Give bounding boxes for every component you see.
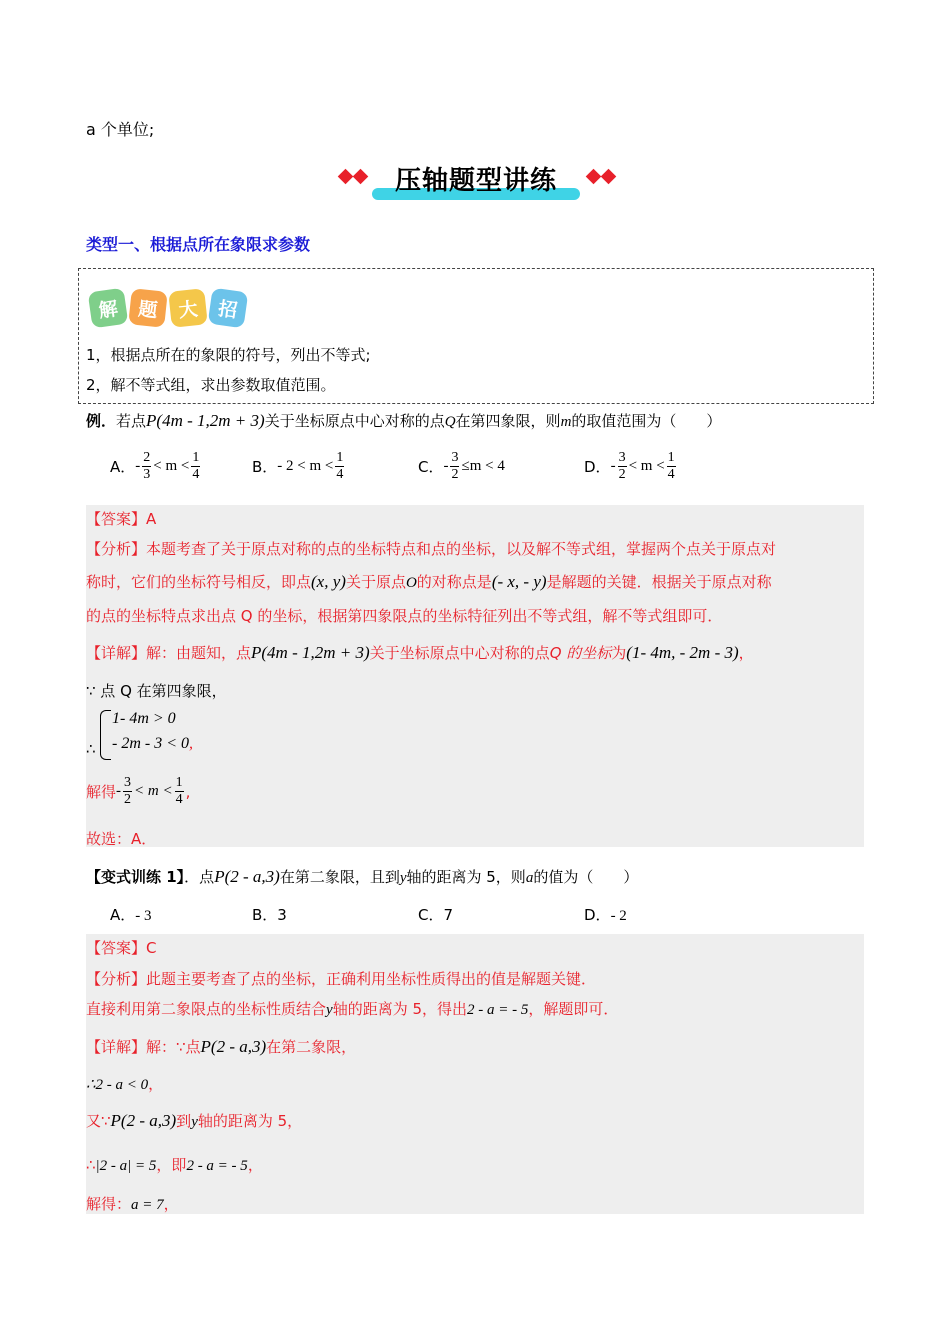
option-letter: B． (252, 906, 278, 924)
system-brace (100, 710, 111, 760)
frac-num: 3 (451, 450, 459, 465)
math-eq: a = 7 (131, 1197, 164, 1213)
stem-text: 的值为（ ） (533, 868, 639, 886)
tips-line-2: 2，解不等式组，求出参数取值范围。 (86, 376, 336, 394)
example-label: 例． (86, 412, 117, 430)
option-text: - (610, 458, 616, 474)
detail-2-line-3 (86, 1110, 302, 1131)
analysis-text: 直接利用第二象限点的坐标性质结合 (86, 1000, 327, 1018)
frac-den: 2 (451, 467, 459, 482)
stem-text: 的取值范围为（ ） (571, 412, 722, 430)
detail-text: 为 (611, 644, 627, 662)
section-title-banner (372, 160, 580, 200)
diamond-icon (601, 169, 617, 185)
detail-2-line-5 (86, 1193, 179, 1214)
because-line: ∵ 点 Q 在第四象限， (86, 682, 227, 700)
detail-text: ，即 (156, 1156, 187, 1174)
frac-den: 4 (336, 467, 344, 482)
stem-text: 轴的距离为 5，则 (406, 868, 526, 886)
math-point-q: (1- 4m, - 2m - 3) (626, 643, 739, 662)
solve-math: - (116, 783, 122, 799)
frac-den: 4 (667, 467, 675, 482)
stem-text: ．点 (184, 868, 215, 886)
option-letter: A． (110, 906, 136, 924)
detail-text: ， (163, 1195, 179, 1213)
choose-line-1: 故选：A． (86, 830, 157, 848)
detail-text: 又∵ (86, 1112, 111, 1130)
badge-da: 大 (168, 288, 208, 328)
math-eq: 2 - a = - 5 (467, 1002, 529, 1018)
diamond-icon (353, 169, 369, 185)
math-step: ∴2 - a < 0 (86, 1077, 149, 1093)
variant-stem (86, 866, 638, 887)
option-letter: B． (252, 458, 278, 476)
system-line-2: - 2m - 3 < 0, (112, 735, 194, 752)
frac-num: 1 (336, 450, 344, 465)
solve-text: 解得 (86, 783, 117, 801)
frac-den: 4 (192, 467, 200, 482)
math-eq: 2 - a = - 5 (186, 1158, 248, 1174)
detail-text: ， (247, 1156, 263, 1174)
detail-text: 【详解】解：∵点 (86, 1038, 201, 1056)
diamond-icon (586, 169, 602, 185)
analysis-1-line-2 (86, 571, 772, 592)
math-point-p: P(2 - a,3) (110, 1111, 177, 1130)
detail-text: 在第二象限， (266, 1038, 357, 1056)
variant-label: 【变式训练 1】 (86, 868, 185, 886)
diamond-icon (338, 169, 354, 185)
option-c (418, 450, 505, 483)
option-text: - 2 < m < (277, 458, 334, 474)
therefore-symbol: ∴ (86, 740, 96, 758)
system-line-1: 1- 4m > 0 (112, 710, 176, 727)
math-abs: |2 - a| = 5 (95, 1158, 157, 1174)
option-b (252, 450, 346, 483)
option-value: - 2 (610, 908, 627, 924)
math-negxy: (- x, - y) (491, 572, 547, 591)
option-letter: C． (418, 458, 444, 476)
analysis-text: 关于原点 (345, 573, 406, 591)
option-text: - (135, 458, 141, 474)
frac-num: 1 (175, 775, 183, 790)
option-letter: D． (584, 458, 611, 476)
frac-den: 2 (618, 467, 626, 482)
math-y: y (326, 1002, 333, 1018)
section-title: 压轴题型讲练 (394, 166, 557, 196)
analysis-text: ，解题即可． (528, 1000, 619, 1018)
frac-num: 3 (618, 450, 626, 465)
detail-text: 解得： (86, 1195, 132, 1213)
badge-zhao: 招 (208, 288, 249, 329)
frac-den: 4 (175, 792, 183, 807)
var-m: m (560, 414, 572, 430)
variant-option-a (110, 904, 152, 925)
badge-ti: 题 (128, 288, 168, 328)
detail-text: 到 (176, 1112, 192, 1130)
detail-2-line-2 (86, 1073, 163, 1094)
variant-option-b (252, 904, 287, 925)
analysis-2-line-2 (86, 998, 618, 1019)
option-letter: A． (110, 458, 136, 476)
detail-text: 轴的距离为 5， (197, 1112, 303, 1130)
stem-text: 关于坐标原点中心对称的点 (264, 412, 445, 430)
left-diamonds (340, 171, 366, 182)
detail-2-line-4 (86, 1154, 263, 1175)
detail-text: Q 的坐标 (549, 644, 612, 662)
detail-text: 【详解】解：由题知，点 (86, 644, 252, 662)
stem-text: 在第四象限，则 (455, 412, 561, 430)
right-diamonds (588, 171, 614, 182)
option-text: - (443, 458, 449, 474)
var-y: y (399, 870, 407, 886)
frac-num: 1 (192, 450, 200, 465)
detail-text: ∴ (86, 1156, 96, 1174)
option-a (110, 450, 202, 483)
detail-1-line-1 (86, 642, 754, 663)
analysis-1-line-1: 【分析】本题考查了关于原点对称的点的坐标特点和点的坐标，以及解不等式组，掌握两个点关于原点对 (86, 540, 777, 558)
option-value: 3 (277, 906, 287, 924)
option-value: 7 (443, 906, 454, 924)
type-heading: 类型一、根据点所在象限求参数 (86, 235, 311, 254)
top-line: a 个单位; (86, 120, 155, 139)
option-text: < m < (153, 458, 190, 474)
answer-2: 【答案】C (86, 939, 157, 957)
point-p: P(4m - 1,2m + 3) (146, 411, 265, 430)
frac-num: 2 (143, 450, 151, 465)
stem-text: 在第二象限，且到 (279, 868, 400, 886)
answer-1: 【答案】A (86, 510, 157, 528)
system-eq: - 2m - 3 < 0 (112, 735, 190, 752)
variant-option-c (418, 904, 453, 925)
detail-text: ， (738, 644, 754, 662)
frac-den: 3 (143, 467, 151, 482)
detail-2-line-1 (86, 1036, 356, 1057)
option-value: - 3 (135, 908, 152, 924)
badge-jie: 解 (88, 288, 129, 329)
solve-line: 解得 - $\frac{3}{2}$ < m < $\frac{1}{4}$ , (86, 775, 191, 807)
point-q: Q (444, 414, 456, 430)
frac-num: 3 (124, 775, 132, 790)
analysis-1-line-3: 的点的坐标特点求出点 Q 的坐标，根据第四象限点的坐标特征列出不等式组，解不等式组即可． (86, 607, 723, 625)
analysis-text: 称时，它们的坐标符号相反，即点 (86, 573, 312, 591)
math-point-p: P(2 - a,3) (200, 1037, 267, 1056)
option-text: ≤m < 4 (461, 458, 505, 474)
tips-line-1: 1，根据点所在的象限的符号，列出不等式; (86, 346, 371, 364)
option-letter: D． (584, 906, 611, 924)
stem-text: 若点 (116, 412, 147, 430)
analysis-text: 的对称点是 (416, 573, 492, 591)
tips-badges (90, 290, 246, 326)
option-letter: C． (418, 906, 444, 924)
frac-num: 1 (667, 450, 675, 465)
analysis-text: 轴的距离为 5，得出 (332, 1000, 467, 1018)
frac-den: 2 (124, 792, 132, 807)
detail-text: 关于坐标原点中心对称的点 (369, 644, 550, 662)
math-o: O (405, 575, 417, 591)
solve-math: < m < (134, 783, 173, 799)
analysis-2-line-1: 【分析】此题主要考查了点的坐标，正确利用坐标性质得出的值是解题关键． (86, 970, 597, 988)
variant-option-d (584, 904, 627, 925)
point-p: P(2 - a,3) (214, 867, 280, 886)
var-a: a (525, 870, 534, 886)
option-d (584, 450, 678, 483)
math-point-p: P(4m - 1,2m + 3) (251, 643, 370, 662)
detail-text: ， (148, 1075, 164, 1093)
example-stem (86, 410, 721, 431)
math-xy: (x, y) (311, 572, 346, 591)
analysis-text: 是解题的关键．根据关于原点对称 (546, 573, 772, 591)
math-y: y (191, 1114, 198, 1130)
option-text: < m < (628, 458, 665, 474)
